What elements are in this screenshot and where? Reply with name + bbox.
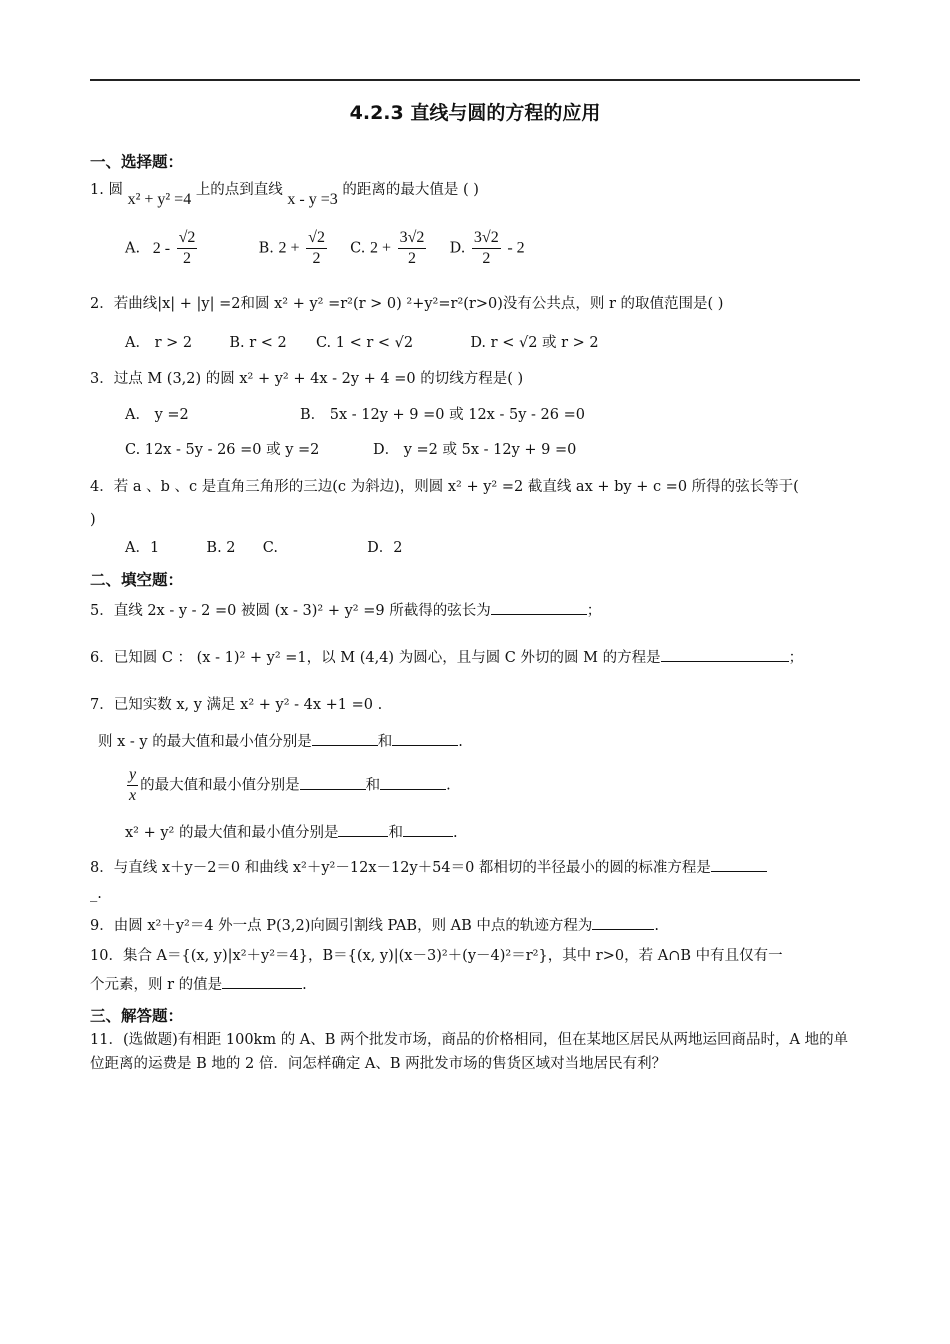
q7-part-2-text: 的最大值和最小值分别是 [140, 777, 300, 794]
q3-option-d: D． y =2 或 5x - 12y + 9 =0 [373, 442, 577, 458]
q7-part-3 [125, 822, 458, 843]
question-6 [90, 647, 803, 668]
q2-opt-c: C. 1 < r < √2 [315, 335, 414, 351]
question-11: 11．(选做题)有相距 100km 的 A、B 两个批发市场，商品的价格相同，但在某地区居民从两地运回商品时，A 地的单位距离的运费是 B 地的 2 倍．问怎样确定 A、B 两批发市场的售货区域对当地居民有利？ [90, 1032, 849, 1072]
q5-answer-blank[interactable] [491, 600, 587, 615]
q1-opt-d-expr: - 2 [507, 239, 525, 257]
q9-text: 9．由圆 x²＋y²＝4 外一点 P(3,2)向圆引割线 PAB，则 AB 中点的轨迹方程为 [90, 918, 593, 934]
q3-option-a: A． y =2 [125, 407, 189, 423]
q3-option-b: B． 5x - 12y + 9 =0 或 12x - 5y - 26 =0 [300, 407, 585, 423]
q1-opt-d-label: D. [449, 240, 466, 257]
q1-mid: 上的点到直线 [195, 182, 283, 198]
q2-opt-a: A． r > 2 [125, 335, 193, 351]
q4-options [125, 538, 403, 558]
section-heading-choice: 一、选择题： [90, 153, 184, 171]
q1-opt-c-fraction: $\frac{3√2}{2}$ [399, 229, 425, 267]
q10-cont-text: 个元素，则 r 的值是 [90, 977, 223, 993]
page-title: 4.2.3 直线与圆的方程的应用 [349, 102, 601, 124]
question-2: 2．若曲线|x| + |y| =2和圆 x² + y² =r²(r > 0) ²+y²=r²(r>0)没有公共点，则 r 的取值范围是( ) [90, 296, 724, 312]
q1-options [125, 228, 525, 269]
q8-answer-blank[interactable] [711, 857, 767, 872]
q7-part-1-text: 则 x - y 的最大值和最小值分别是 [98, 734, 312, 750]
question-10: 10．集合 A＝{(x, y)|x²＋y²＝4}，B＝{(x, y)|(x－3)²＋(y－4)²＝r²}，其中 r>0，若 A∩B 中有且仅有一 [90, 948, 783, 964]
q7-part-2 [125, 765, 451, 806]
q1-equation-circle: x² + y² =4 [127, 191, 192, 208]
header-rule [90, 79, 860, 81]
question-9 [90, 915, 659, 936]
q1-prefix: 1. 圆 [90, 182, 123, 198]
q5-end: ； [586, 603, 602, 619]
q10-answer-blank[interactable] [222, 974, 302, 989]
section-heading-fill: 二、填空题： [90, 571, 184, 589]
q7-dot-1: . [458, 734, 463, 750]
q9-end: . [654, 918, 660, 934]
q8-text: 8．与直线 x＋y－2＝0 和曲线 x²＋y²－12x－12y＋54＝0 都相切的半径最小的圆的标准方程是 [90, 860, 711, 876]
q7-and-3: 和 [388, 825, 403, 841]
q4-opt-a: A．1 [125, 540, 160, 556]
question-8 [90, 857, 767, 878]
q7-blank-2b[interactable] [380, 775, 446, 790]
q7-and-1: 和 [377, 734, 393, 750]
q1-opt-a-fraction: $\frac{√2}{2}$ [178, 229, 196, 267]
q1-opt-b-label: B. [258, 240, 274, 257]
q2-opt-b: B. r < 2 [229, 335, 287, 351]
q5-text: 5．直线 2x - y - 2 =0 被圆 (x - 3)² + y² =9 所截得的弦长为 [90, 603, 491, 619]
q1-opt-c-expr: 2 + [369, 239, 391, 257]
q1-opt-a-label: A. [125, 240, 141, 257]
q7-part-3-text: x² + y² 的最大值和最小值分别是 [125, 825, 339, 841]
question-4-cont: ) [90, 512, 96, 528]
q6-end: ； [788, 650, 804, 666]
q10-end: . [302, 977, 307, 993]
q2-options [125, 333, 599, 353]
q4-opt-c: C. [262, 540, 278, 556]
q7-dot-2: . [446, 777, 451, 794]
q1-opt-d-fraction: $\frac{3√2}{2}$ [473, 229, 499, 267]
question-4: 4．若 a 、b 、c 是直角三角形的三边(c 为斜边)，则圆 x² + y² =2 截直线 ax + by + c =0 所得的弦长等于( [90, 479, 799, 495]
q1-opt-c-label: C. [350, 240, 366, 257]
question-10-cont [90, 974, 307, 995]
question-1 [90, 180, 479, 208]
q1-equation-line: x - y =3 [287, 191, 338, 208]
q7-blank-3a[interactable] [338, 822, 388, 837]
q1-opt-a-expr: 2 - [152, 239, 171, 257]
q4-opt-d: D．2 [367, 540, 403, 556]
q1-suffix: 的距离的最大值是 ( ) [342, 182, 479, 198]
q7-dot-3: . [452, 825, 458, 841]
q7-fraction-y-over-x: $\frac{y}{x}$ [129, 766, 137, 804]
q7-blank-3b[interactable] [403, 822, 453, 837]
q3-option-c: C. 12x - 5y - 26 =0 或 y =2 [125, 442, 320, 458]
q7-blank-1b[interactable] [392, 731, 458, 746]
q7-blank-2a[interactable] [300, 775, 366, 790]
q9-answer-blank[interactable] [592, 915, 654, 930]
q4-opt-b: B. 2 [206, 540, 236, 556]
question-7: 7．已知实数 x, y 满足 x² + y² - 4x +1 =0 . [90, 697, 383, 713]
question-5 [90, 600, 601, 621]
q7-part-1 [98, 731, 463, 752]
q2-opt-d: D. r < √2 或 r > 2 [470, 335, 599, 351]
q6-text: 6．已知圆 C ： (x - 1)² + y² =1，以 M (4,4) 为圆心，且与圆 C 外切的圆 M 的方程是 [90, 650, 661, 666]
q1-opt-b-expr: 2 + [278, 239, 300, 257]
question-3: 3．过点 M (3,2) 的圆 x² + y² + 4x - 2y + 4 =0 的切线方程是( ) [90, 371, 524, 387]
q7-and-2: 和 [365, 777, 381, 794]
question-8-cont: _. [90, 886, 102, 902]
q1-opt-b-fraction: $\frac{√2}{2}$ [308, 229, 325, 267]
section-heading-solve: 三、解答题： [90, 1007, 184, 1025]
q6-answer-blank[interactable] [661, 647, 789, 662]
q7-blank-1a[interactable] [312, 731, 378, 746]
